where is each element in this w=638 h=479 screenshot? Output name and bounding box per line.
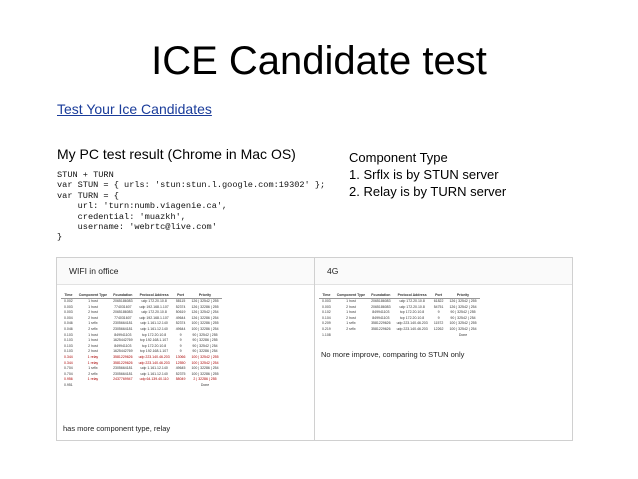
table-cell: tcp 172.20.10.8 <box>400 315 425 320</box>
table-cell: 2 host <box>346 304 356 309</box>
table-cell: 1 relay <box>87 377 99 382</box>
table-cell: 1 host <box>88 299 98 303</box>
test-result-subtitle: My PC test result (Chrome in Mac OS) <box>57 146 296 162</box>
table-cell: 52374 <box>175 304 186 309</box>
table-cell: udp 223.140.46.203 <box>396 321 428 326</box>
table-cell: 2305664181 <box>113 366 133 371</box>
column-header: Port <box>173 291 189 299</box>
table-cell: 126 | 32542 | 255 <box>191 299 219 303</box>
component-type-heading: Component Type <box>349 150 448 165</box>
component-type-block <box>349 149 506 200</box>
table-cell: 2 host <box>346 315 356 320</box>
table-cell: 2305664181 <box>113 371 133 376</box>
four-g-panel <box>315 258 572 440</box>
test-ice-candidates-link[interactable]: Test Your Ice Candidates <box>57 101 212 117</box>
table-cell: 126 | 32286 | 255 <box>191 304 219 309</box>
table-cell: udp 172.20.10.8 <box>399 304 425 309</box>
table-cell: udp 172.20.10.8 <box>141 310 167 315</box>
table-cell: 11572 <box>433 321 444 326</box>
column-header: Priority <box>446 291 479 299</box>
component-type-item: 1. Srflx is by STUN server <box>349 167 499 182</box>
table-cell: 0.209 <box>322 321 331 326</box>
table-cell: 13066 <box>175 354 186 359</box>
table-cell: 0.003 <box>64 310 73 315</box>
table-cell: 0.344 <box>64 354 73 359</box>
table-cell: 3581229626 <box>371 321 391 326</box>
table-cell: 0.004 <box>64 315 73 320</box>
code-line: var STUN = { urls: 'stun:stun.l.google.com:19302' }; <box>57 180 326 191</box>
table-cell: udp 223.140.46.203 <box>138 360 170 365</box>
table-cell: 849941103 <box>114 332 132 337</box>
slide-title: ICE Candidate test <box>151 39 487 83</box>
table-cell: 100 | 32286 | 254 <box>191 366 219 371</box>
column-header: Protocol Address <box>136 291 173 299</box>
table-cell: 2065186083 <box>113 310 133 315</box>
table-cell: udp 192.168.1.107 <box>139 315 169 320</box>
table-cell: udp 1.161.12.140 <box>140 321 168 326</box>
table-cell <box>334 333 368 339</box>
column-header: Time <box>61 291 76 299</box>
table-cell: 0.344 <box>64 360 73 365</box>
table-cell: 100 | 32286 | 254 <box>191 326 219 331</box>
table-cell: 2 host <box>88 343 98 348</box>
table-cell: tcp 172.20.10.8 <box>142 332 167 337</box>
results-screenshot <box>56 257 573 441</box>
table-cell <box>136 383 173 389</box>
table-cell: 0.103 <box>64 349 73 354</box>
table-cell: 1625442769 <box>113 349 133 354</box>
table-cell: 0.046 <box>64 326 73 331</box>
table-cell: 2065186083 <box>371 299 391 303</box>
column-header: Component Type <box>76 291 110 299</box>
table-cell: 0.002 <box>64 299 73 303</box>
table-cell: 1 host <box>88 304 98 309</box>
table-cell: 2065186083 <box>371 304 391 309</box>
table-row <box>319 333 480 339</box>
table-cell: 1.108 <box>322 332 331 337</box>
table-cell: 9 <box>179 343 182 348</box>
table-cell: 0.951 <box>64 382 73 387</box>
table-cell: 9 <box>179 338 182 343</box>
table-cell: 0.219 <box>322 326 331 331</box>
table-cell: tcp 192.168.1.107 <box>140 349 169 354</box>
table-cell: 2 srflx <box>88 371 98 376</box>
table-cell: 849941103 <box>372 315 390 320</box>
table-cell <box>394 333 431 339</box>
table-cell: 0.003 <box>322 304 331 309</box>
table-cell: 2 | 32286 | 255 <box>193 377 217 382</box>
table-cell: udp 64.139.40.110 <box>139 377 169 382</box>
table-cell: 9 <box>179 349 182 354</box>
table-cell: 2065186083 <box>113 299 133 303</box>
table-cell <box>431 333 447 339</box>
table-cell: 2 srflx <box>346 326 356 331</box>
table-cell: tcp 172.20.10.8 <box>142 343 167 348</box>
column-header: Foundation <box>368 291 393 299</box>
table-cell: 1 srflx <box>88 321 98 326</box>
table-cell: 849941103 <box>372 310 390 315</box>
code-line: username: 'webrtc@live.com' <box>57 222 217 233</box>
table-cell: udp 172.20.10.8 <box>141 299 167 303</box>
table-cell: 100 | 32286 | 255 <box>191 321 219 326</box>
column-header: Port <box>431 291 447 299</box>
table-cell: 0.956 <box>64 377 73 382</box>
table-cell: 0.103 <box>64 343 73 348</box>
table-cell: 1 srflx <box>88 366 98 371</box>
stun-turn-config-code <box>57 170 325 243</box>
table-cell: 100 | 32542 | 255 <box>449 321 477 326</box>
table-cell: 1 relay <box>87 360 99 365</box>
table-cell: Done <box>200 382 210 387</box>
table-cell: 52375 <box>175 371 186 376</box>
table-cell: tcp 172.20.10.8 <box>400 310 425 315</box>
table-cell: 2305664181 <box>113 321 133 326</box>
table-cell: 1625442769 <box>113 338 133 343</box>
table-cell: 0.003 <box>64 304 73 309</box>
table-cell: 100 | 32542 | 254 <box>449 326 477 331</box>
table-cell: 774031607 <box>114 315 132 320</box>
table-cell: udp 223.140.46.203 <box>396 326 428 331</box>
table-cell: 90 | 32286 | 254 <box>192 349 218 354</box>
column-header: Component Type <box>334 291 368 299</box>
column-header: Foundation <box>110 291 135 299</box>
four-g-panel-header: 4G <box>315 258 572 285</box>
table-cell: 3581229626 <box>371 326 391 331</box>
table-cell: 126 | 32542 | 254 <box>191 310 219 315</box>
wifi-panel-note: has more component type, relay <box>63 424 171 433</box>
table-cell: 90 | 32542 | 255 <box>450 310 476 315</box>
table-cell: 0.104 <box>322 315 331 320</box>
code-line: url: 'turn:numb.viagenie.ca', <box>57 201 228 212</box>
table-cell: 54751 <box>433 304 444 309</box>
code-line: } <box>57 232 63 243</box>
table-cell <box>76 383 110 389</box>
table-cell: 2437769947 <box>113 377 133 382</box>
wifi-panel <box>57 258 315 440</box>
table-cell: 849941103 <box>114 343 132 348</box>
table-cell: 1 host <box>346 310 356 315</box>
table-cell: 2 host <box>88 310 98 315</box>
table-cell: 12550 <box>175 360 186 365</box>
table-cell: udp 223.140.46.203 <box>138 354 170 359</box>
table-cell: 9 <box>437 315 440 320</box>
wifi-candidates-table <box>61 291 222 389</box>
table-cell: 12262 <box>433 326 444 331</box>
table-cell: 50619 <box>175 310 186 315</box>
four-g-panel-note: No more improve, comparing to STUN only <box>321 350 465 359</box>
table-cell: 126 | 32286 | 254 <box>191 315 219 320</box>
table-cell <box>110 383 135 389</box>
table-cell: 126 | 32542 | 254 <box>449 304 477 309</box>
table-cell: 0.103 <box>64 332 73 337</box>
column-header: Time <box>319 291 334 299</box>
table-cell: 126 | 32542 | 255 <box>449 299 477 303</box>
table-cell: 58115 <box>175 299 186 303</box>
table-cell: 58049 <box>175 377 186 382</box>
column-header: Protocol Address <box>394 291 431 299</box>
table-cell <box>173 383 189 389</box>
code-line: credential: 'muazkh', <box>57 211 186 222</box>
table-cell: 49645 <box>175 366 186 371</box>
table-cell <box>368 333 393 339</box>
table-cell: 774031607 <box>114 304 132 309</box>
table-cell: 1 host <box>346 299 356 303</box>
table-cell: 2 host <box>88 315 98 320</box>
table-cell: 100 | 32542 | 254 <box>191 360 219 365</box>
table-cell: 0.102 <box>322 310 331 315</box>
table-cell: 9 <box>437 310 440 315</box>
table-cell: 0.103 <box>64 338 73 343</box>
table-cell: 9 <box>179 332 182 337</box>
table-cell: 61822 <box>433 299 444 303</box>
column-header: Priority <box>188 291 221 299</box>
table-cell: 100 | 32542 | 255 <box>191 354 219 359</box>
table-row <box>61 383 222 389</box>
component-type-item: 2. Relay is by TURN server <box>349 184 507 199</box>
table-cell: udp 192.168.1.107 <box>139 304 169 309</box>
table-cell: 90 | 32542 | 254 <box>450 315 476 320</box>
table-cell: 90 | 32542 | 254 <box>192 343 218 348</box>
table-cell: 49644 <box>175 315 186 320</box>
table-cell: tcp 192.168.1.107 <box>140 338 169 343</box>
table-cell: 2 srflx <box>88 326 98 331</box>
table-cell: 52374 <box>175 321 186 326</box>
table-cell: 0.704 <box>64 366 73 371</box>
table-cell: 0.704 <box>64 371 73 376</box>
code-line: var TURN = { <box>57 190 119 201</box>
table-cell: 100 | 32286 | 255 <box>191 371 219 376</box>
table-cell: 1 srflx <box>346 321 356 326</box>
table-cell: 1 relay <box>87 354 99 359</box>
table-cell: 3581229626 <box>113 360 133 365</box>
table-cell: 3581229626 <box>113 354 133 359</box>
table-cell: udp 1.161.12.140 <box>140 326 168 331</box>
table-cell: 2305664181 <box>113 326 133 331</box>
table-cell: Done <box>458 332 468 337</box>
table-cell: 90 | 32286 | 255 <box>192 338 218 343</box>
table-cell: udp 172.20.10.8 <box>399 299 425 303</box>
wifi-panel-header: WIFI in office <box>57 258 314 285</box>
table-cell: 0.046 <box>64 321 73 326</box>
table-cell: 0.003 <box>322 299 331 303</box>
four-g-candidates-table <box>319 291 480 338</box>
table-cell: 49644 <box>175 326 186 331</box>
table-cell: 1 host <box>88 338 98 343</box>
code-line: STUN + TURN <box>57 170 114 180</box>
table-cell: 2 host <box>88 349 98 354</box>
table-cell: udp 1.161.12.140 <box>140 366 168 371</box>
table-cell: 1 host <box>88 332 98 337</box>
table-cell: 90 | 32542 | 255 <box>192 332 218 337</box>
table-cell: udp 1.161.12.140 <box>140 371 168 376</box>
